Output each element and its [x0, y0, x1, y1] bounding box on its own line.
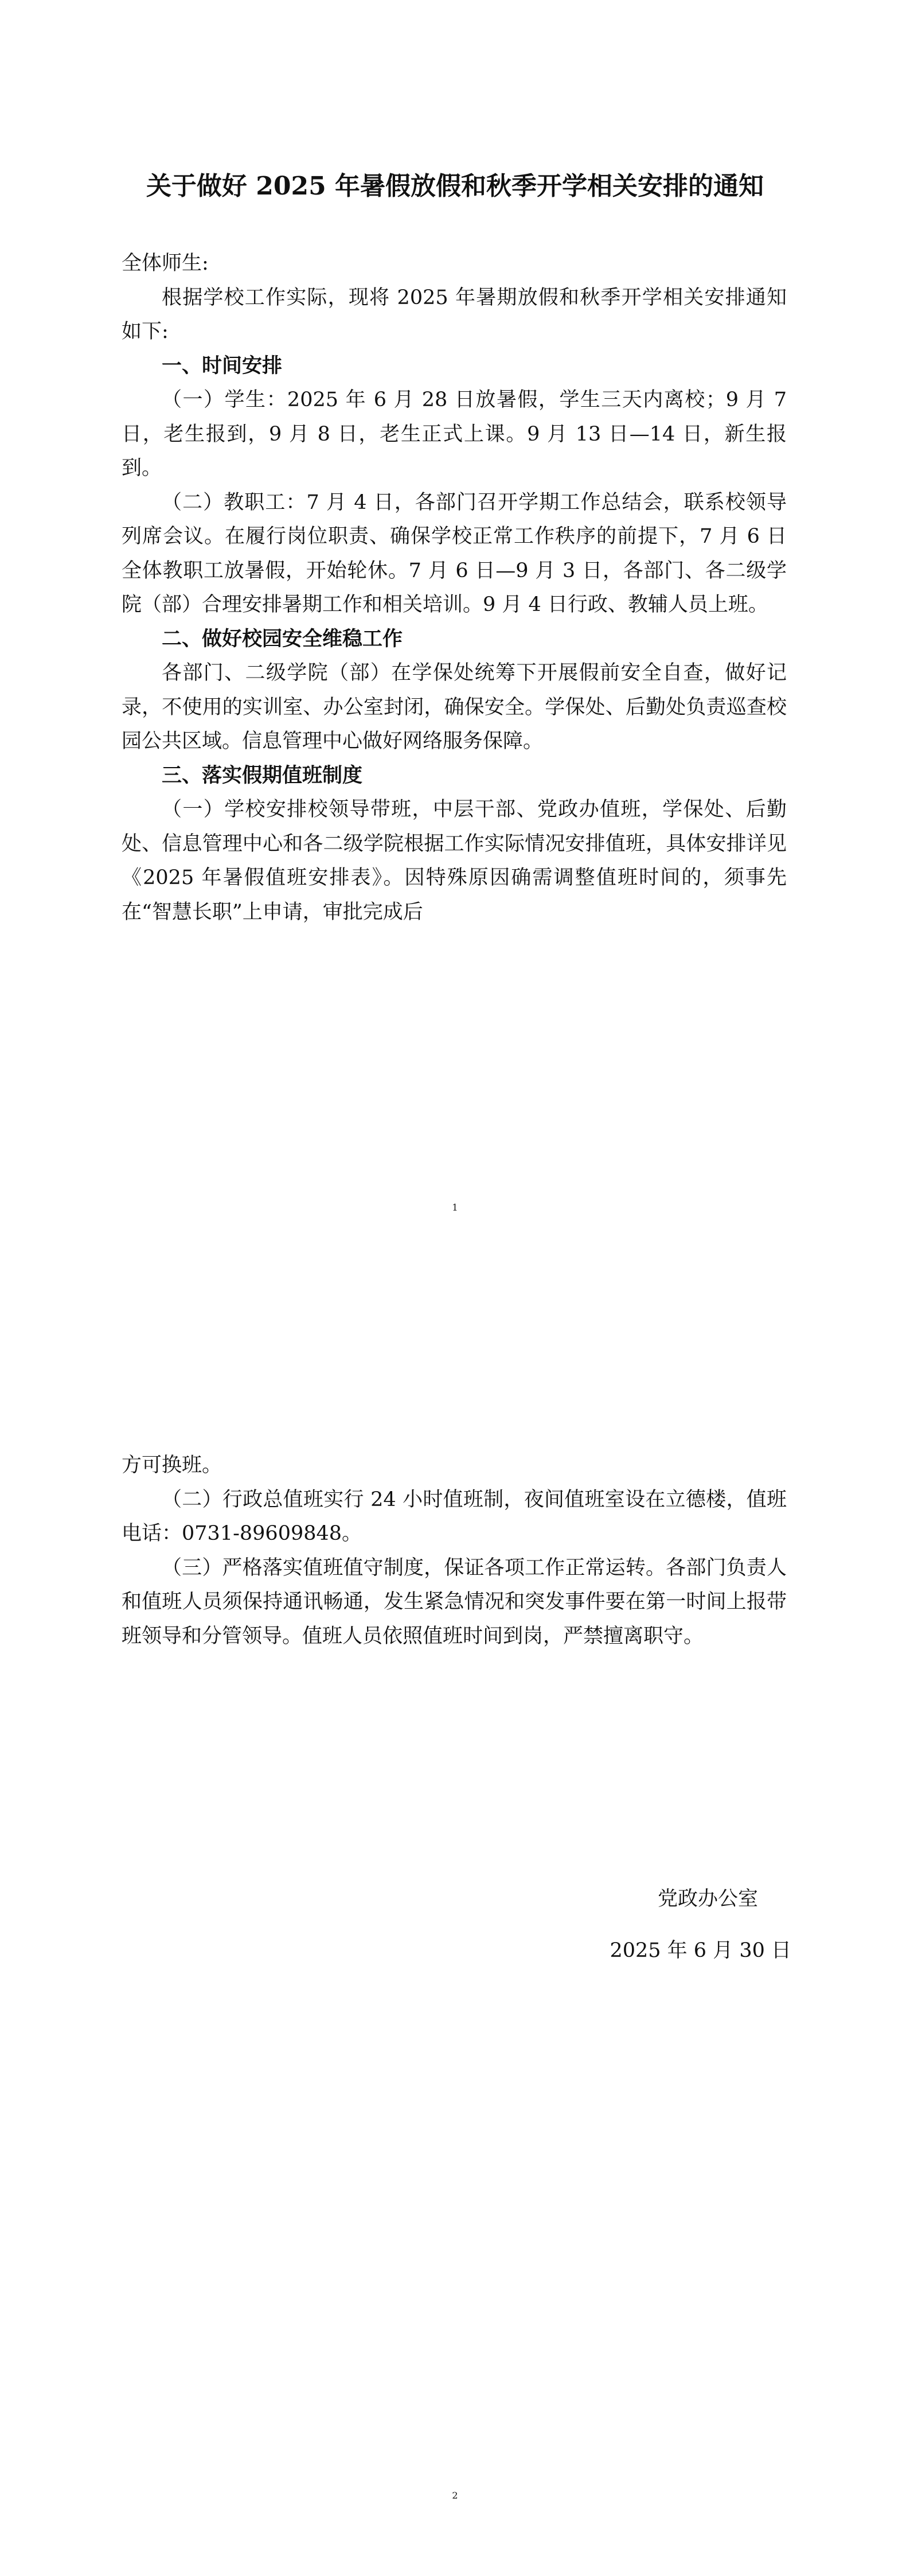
- section3-paragraph-1: （一）学校安排校领导带班，中层干部、党政办值班，学保处、后勤处、信息管理中心和各二级学院根据工作实际情况安排值班，具体安排详见《2025 年暑假值班安排表》。因特殊原因确需调整值班时间的，须事先在“智慧长职”上申请，审批完成后: [122, 798, 787, 924]
- salutation: 全体师生:: [122, 252, 209, 275]
- document-page-2: [0, 1288, 910, 2576]
- section3-heading: 三、落实假期值班制度: [162, 764, 363, 787]
- section2-heading: 二、做好校园安全维稳工作: [162, 627, 403, 651]
- section2-paragraph: 各部门、二级学院（部）在学保处统筹下开展假前安全自查，做好记录，不使用的实训室、办公室封闭，确保安全。学保处、后勤处负责巡查校园公共区域。信息管理中心做好网络服务保障。: [122, 661, 787, 753]
- section3-paragraph-2: （二）行政总值班实行 24 小时值班制，夜间值班室设在立德楼，值班电话：0731-89609848。: [122, 1488, 787, 1545]
- intro-paragraph: 根据学校工作实际，现将 2025 年暑期放假和秋季开学相关安排通知如下:: [122, 286, 787, 343]
- section3-paragraph-1-continuation: 方可换班。: [122, 1454, 222, 1477]
- signature-block: [573, 1873, 791, 1976]
- section1-paragraph-staff: （二）教职工：7 月 4 日，各部门召开学期工作总结会，联系校领导列席会议。在履行岗位职责、确保学校正常工作秩序的前提下，7 月 6 日全体教职工放暑假，开始轮休。7 月 6 日—9 月 3 日，各部门、各二级学院（部）合理安排暑期工作和相关培训。9 月 4 日行政、教辅人员上班。: [122, 491, 787, 616]
- signature-org: 党政办公室: [657, 1888, 758, 1910]
- page-number: 2: [452, 2490, 458, 2501]
- page2-body: [122, 1449, 787, 1653]
- section1-paragraph-students: （一）学生：2025 年 6 月 28 日放暑假，学生三天内离校；9 月 7 日，老生报到，9 月 8 日，老生正式上课。9 月 13 日—14 日，新生报到。: [122, 388, 787, 480]
- section3-paragraph-3: （三）严格落实值班值守制度，保证各项工作正常运转。各部门负责人和值班人员须保持通讯畅通，发生紧急情况和突发事件要在第一时间上报带班领导和分管领导。值班人员依照值班时间到岗，严禁擅离职守。: [122, 1556, 787, 1648]
- section1-heading: 一、时间安排: [162, 354, 283, 378]
- document-title: 关于做好 2025 年暑假放假和秋季开学相关安排的通知: [146, 172, 764, 201]
- page1-body: [122, 247, 787, 929]
- page-number: 1: [452, 1202, 458, 1213]
- signature-date: 2025 年 6 月 30 日: [610, 1939, 791, 1962]
